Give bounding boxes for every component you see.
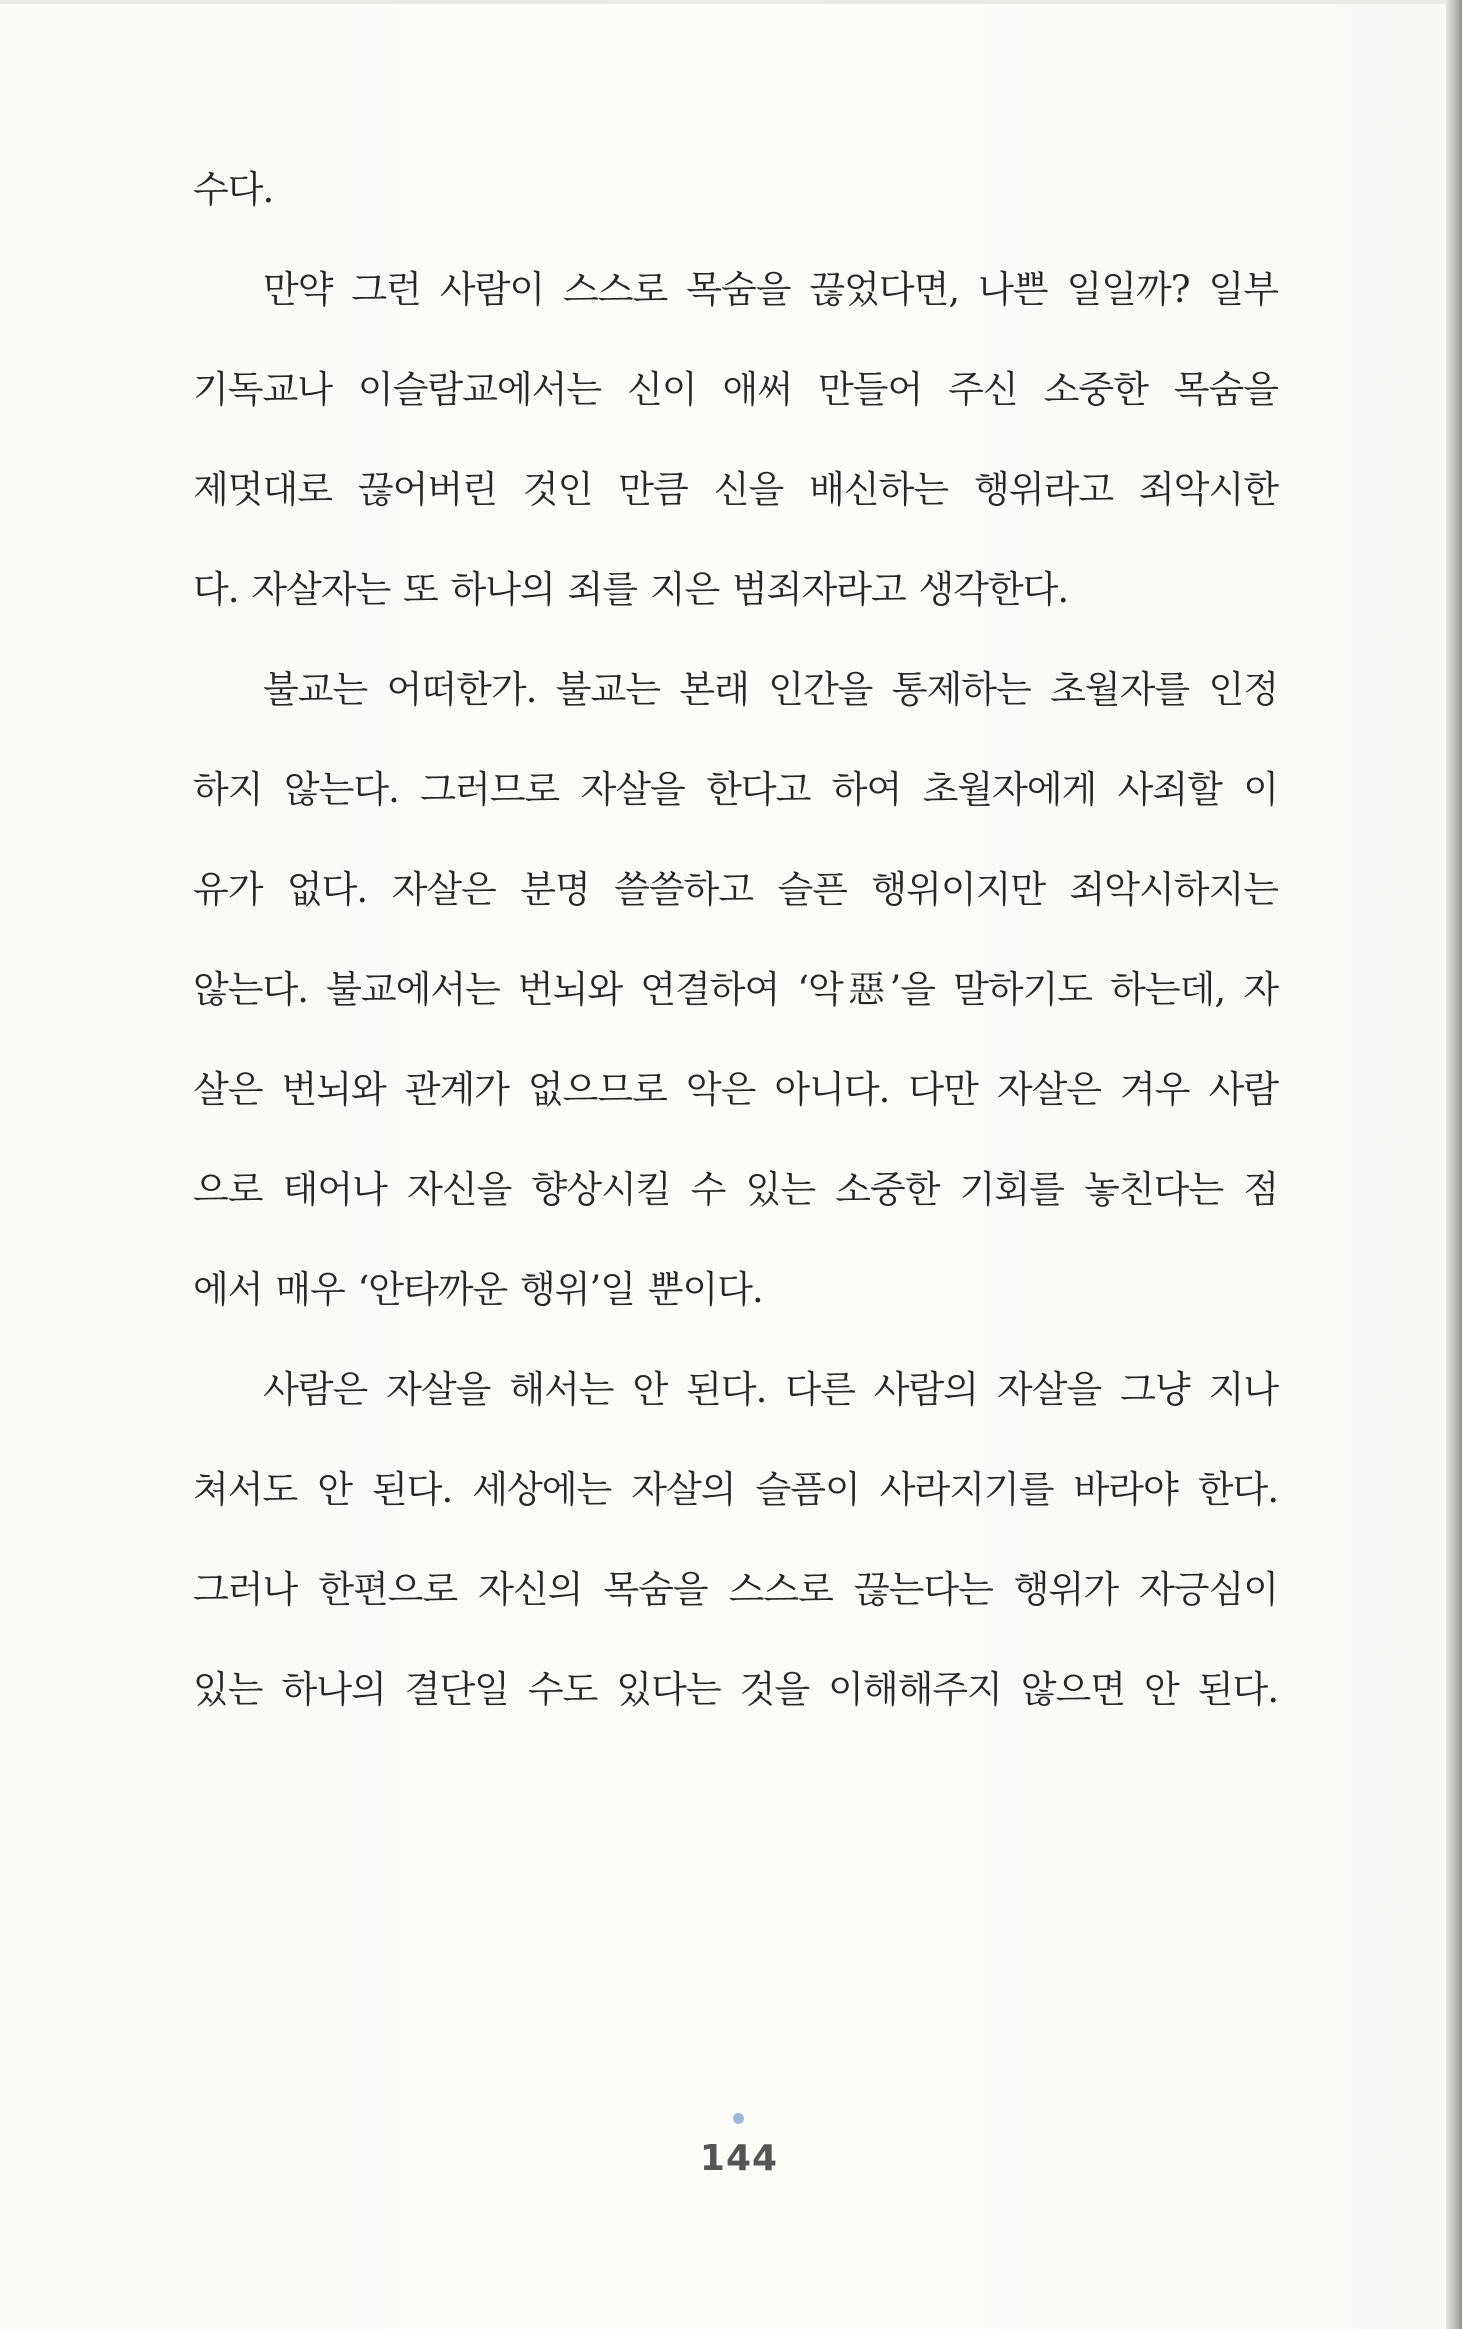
text-line: 다. 자살자는 또 하나의 죄를 지은 범죄자라고 생각한다. [193,568,1069,611]
text-line: 않는다. 불교에서는 번뇌와 연결하여 ‘악惡’을 말하기도 하는데, 자 [193,968,1278,1011]
text-line: 쳐서도 안 된다. 세상에는 자살의 슬픔이 사라지기를 바라야 한다. [193,1468,1278,1511]
page-top-edge [0,0,1462,4]
text-line: 기독교나 이슬람교에서는 신이 애써 만들어 주신 소중한 목숨을 [193,368,1278,411]
text-line: 사람은 자살을 해서는 안 된다. 다른 사람의 자살을 그냥 지나 [263,1368,1278,1411]
body-text [193,140,1278,1740]
text-line: 으로 태어나 자신을 향상시킬 수 있는 소중한 기회를 놓친다는 점 [193,1168,1278,1211]
text-line: 있는 하나의 결단일 수도 있다는 것을 이해해주지 않으면 안 된다. [193,1668,1278,1711]
text-line: 에서 매우 ‘안타까운 행위’일 뿐이다. [193,1268,763,1311]
page-number-dot [733,2113,744,2124]
page-spine-edge [1446,0,1462,2329]
text-line: 살은 번뇌와 관계가 없으므로 악은 아니다. 다만 자살은 겨우 사람 [193,1068,1278,1111]
text-line: 수다. [193,168,274,211]
text-line: 제멋대로 끊어버린 것인 만큼 신을 배신하는 행위라고 죄악시한 [193,468,1278,511]
text-line: 유가 없다. 자살은 분명 쓸쓸하고 슬픈 행위이지만 죄악시하지는 [193,868,1278,911]
page-number: 144 [699,2138,779,2179]
text-line: 하지 않는다. 그러므로 자살을 한다고 하여 초월자에게 사죄할 이 [193,768,1278,811]
text-line: 만약 그런 사람이 스스로 목숨을 끊었다면, 나쁜 일일까? 일부 [263,268,1278,311]
text-line: 그러나 한편으로 자신의 목숨을 스스로 끊는다는 행위가 자긍심이 [193,1568,1278,1611]
text-line: 불교는 어떠한가. 불교는 본래 인간을 통제하는 초월자를 인정 [263,668,1278,711]
